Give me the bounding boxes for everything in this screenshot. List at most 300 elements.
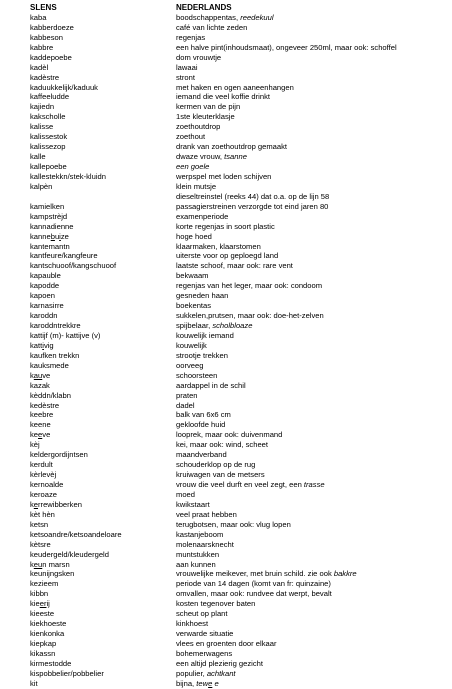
- glossary-row: [30, 202, 440, 212]
- dutch-translation: [176, 589, 440, 599]
- dialect-term-segment: kantschuoof/kangschuoof: [30, 261, 117, 271]
- dialect-term: [30, 271, 176, 281]
- dialect-term-segment: kedèstre: [30, 400, 60, 410]
- dutch-translation: [176, 172, 440, 182]
- dutch-translation: [176, 13, 440, 23]
- glossary-row: [30, 162, 440, 172]
- dialect-term: [30, 351, 176, 361]
- dutch-translation: [176, 550, 440, 560]
- glossary-row: [30, 500, 440, 510]
- dialect-term-segment: kadèstre: [30, 72, 60, 82]
- glossary-row: [30, 450, 440, 460]
- dutch-translation: [176, 659, 440, 669]
- dutch-translation-segment: bijna,: [176, 678, 197, 688]
- dutch-translation: [176, 142, 440, 152]
- glossary-row: [30, 351, 440, 361]
- dialect-term: [30, 589, 176, 599]
- dialect-term-segment: kantemantn: [30, 241, 70, 251]
- dialect-term: [30, 13, 176, 23]
- dialect-term-segment: k: [30, 499, 34, 509]
- dutch-translation-segment: aan kunnen: [176, 559, 216, 569]
- dialect-glossary: [30, 3, 440, 689]
- dialect-term: [30, 232, 176, 242]
- glossary-row: [30, 142, 440, 152]
- dutch-translation-segment: kastanjeboom: [176, 529, 224, 539]
- dialect-term: [30, 212, 176, 222]
- dialect-term-segment: kit: [30, 678, 38, 688]
- dutch-translation-segment: korte regenjas in soort plastic: [176, 221, 275, 231]
- dialect-term: [30, 540, 176, 550]
- dialect-term: [30, 73, 176, 83]
- dutch-translation: [176, 291, 440, 301]
- dutch-translation-segment: populier,: [176, 668, 207, 678]
- glossary-row: [30, 53, 440, 63]
- glossary-row: [30, 470, 440, 480]
- dutch-translation-segment: vrouwelijke meikever, met bruin schild. zie ook: [176, 569, 334, 579]
- dialect-term-segment: kabbre: [30, 42, 54, 52]
- dialect-term-segment: kazak: [30, 380, 50, 390]
- glossary-row: [30, 540, 440, 550]
- dutch-translation-segment: terugbotsen, maar ook: vlug lopen: [176, 519, 291, 529]
- dialect-term: [30, 500, 176, 510]
- dutch-translation: [176, 500, 440, 510]
- dialect-term-segment: kalissezop: [30, 142, 66, 152]
- dialect-term-segment: kèddn/klabn: [30, 390, 71, 400]
- dutch-translation-segment: een goele: [176, 162, 210, 171]
- glossary-row: [30, 391, 440, 401]
- dialect-term: [30, 311, 176, 321]
- glossary-row: [30, 440, 440, 450]
- dialect-term: [30, 490, 176, 500]
- dialect-term: [30, 639, 176, 649]
- glossary-row: [30, 679, 440, 689]
- glossary-row: [30, 281, 440, 291]
- dialect-term-segment: kieeste: [30, 609, 55, 619]
- dialect-term-segment: keene: [30, 420, 51, 430]
- glossary-row: [30, 83, 440, 93]
- dutch-translation-segment: molenaarsknecht: [176, 539, 234, 549]
- dialect-term-segment: kie: [30, 599, 40, 609]
- dutch-translation-segment: vrouw die veel durft en veel zegt, een: [176, 480, 304, 489]
- dutch-translation: [176, 460, 440, 470]
- dutch-translation: [176, 92, 440, 102]
- glossary-row: [30, 619, 440, 629]
- glossary-row: [30, 609, 440, 619]
- dutch-translation: [176, 301, 440, 311]
- dialect-term-segment: kauksmede: [30, 360, 69, 370]
- dutch-translation: [176, 261, 440, 271]
- glossary-row: [30, 550, 440, 560]
- dutch-translation-segment: zoethoutdrop: [176, 122, 221, 132]
- dutch-translation: [176, 619, 440, 629]
- dialect-term: [30, 669, 176, 679]
- dutch-translation: [176, 639, 440, 649]
- dutch-translation-segment: kei, maar ook: wind, scheet: [176, 440, 269, 450]
- dialect-term: [30, 480, 176, 490]
- dutch-translation-segment: scheut op plant: [176, 609, 228, 619]
- dutch-translation: [176, 490, 440, 500]
- dutch-translation-segment: spijbelaar,: [176, 321, 213, 330]
- dialect-term-segment: kapodde: [30, 281, 60, 291]
- glossary-row: [30, 291, 440, 301]
- dutch-translation: [176, 122, 440, 132]
- dutch-translation-segment: 1ste kleuterklasje: [176, 112, 235, 122]
- dutch-translation: [176, 43, 440, 53]
- dutch-translation-segment: bakkre: [333, 569, 357, 579]
- dialect-term-segment: er: [39, 599, 47, 609]
- glossary-row: [30, 331, 440, 341]
- dutch-translation-segment: achtkant: [206, 668, 236, 678]
- dutch-translation-segment: kosten tegenover baten: [176, 599, 256, 609]
- glossary-row: [30, 13, 440, 23]
- glossary-row: [30, 261, 440, 271]
- glossary-row: [30, 23, 440, 33]
- dialect-term-segment: kezieem: [30, 579, 59, 589]
- dialect-term: [30, 102, 176, 112]
- dialect-term: [30, 450, 176, 460]
- dialect-term-segment: k: [30, 370, 34, 380]
- dialect-term: [30, 420, 176, 430]
- dutch-translation: [176, 361, 440, 371]
- dialect-term: [30, 609, 176, 619]
- dialect-term: [30, 649, 176, 659]
- dutch-translation: [176, 560, 440, 570]
- dutch-translation: [176, 530, 440, 540]
- glossary-row: [30, 92, 440, 102]
- dutch-translation: [176, 83, 440, 93]
- glossary-row: [30, 73, 440, 83]
- dialect-term: [30, 202, 176, 212]
- glossary-row: [30, 420, 440, 430]
- dialect-term-segment: kallepoebe: [30, 162, 67, 171]
- dutch-translation-segment: dwaze vrouw,: [176, 152, 225, 162]
- dialect-term: [30, 331, 176, 341]
- dialect-term-segment: kanne: [30, 231, 51, 241]
- dialect-term: [30, 242, 176, 252]
- dutch-translation-segment: maandverband: [176, 450, 227, 460]
- dialect-term-segment: kapoen: [30, 291, 55, 301]
- dialect-term: [30, 341, 176, 351]
- dutch-translation-segment: zoethout: [176, 132, 206, 142]
- dutch-translation: [176, 162, 440, 172]
- glossary-row: [30, 371, 440, 381]
- glossary-row: [30, 182, 440, 192]
- dialect-term-segment: kantfeure/kangfeure: [30, 251, 98, 261]
- dialect-term-segment: i: [59, 231, 61, 241]
- dialect-term-segment: kiepkap: [30, 639, 57, 648]
- dialect-term: [30, 122, 176, 132]
- dutch-translation: [176, 391, 440, 401]
- dialect-term: [30, 401, 176, 411]
- dialect-term-segment: vig: [43, 340, 54, 350]
- glossary-row: [30, 520, 440, 530]
- dutch-translation-segment: looprek, maar ook: duivenmand: [176, 430, 283, 440]
- dutch-translation: [176, 102, 440, 112]
- dialect-term: [30, 152, 176, 162]
- dialect-term: [30, 530, 176, 540]
- dialect-term: [30, 182, 176, 192]
- dialect-term: [30, 430, 176, 440]
- dialect-term: [30, 251, 176, 261]
- dutch-translation: [176, 649, 440, 659]
- dialect-term: [30, 460, 176, 470]
- dutch-translation: [176, 112, 440, 122]
- dutch-translation: [176, 341, 440, 351]
- glossary-row: [30, 271, 440, 281]
- dutch-translation-segment: veel praat hebben: [176, 509, 237, 519]
- dialect-term-segment: ve: [42, 430, 51, 440]
- dutch-translation-segment: een halve pint(inhoudsmaat), ongeveer 250ml, maar ook: schoffel: [176, 42, 397, 52]
- glossary-row: [30, 589, 440, 599]
- glossary-row: [30, 490, 440, 500]
- glossary-row: [30, 659, 440, 669]
- dialect-term-segment: ze: [60, 231, 69, 241]
- dialect-term-segment: ketsoandre/ketsoandeloare: [30, 529, 122, 539]
- dutch-translation-segment: periode van 14 dagen (komt van fr: quinzaine): [176, 579, 331, 589]
- dutch-translation-segment: omvallen, maar ook: rundvee dat werpt, bevalt: [176, 589, 332, 599]
- dutch-translation-segment: uiterste voor op geploegd land: [176, 251, 279, 261]
- dialect-term: [30, 629, 176, 639]
- dialect-term: [30, 361, 176, 371]
- dialect-term-segment: karnasirre: [30, 301, 64, 311]
- dutch-translation-segment: moed: [176, 489, 195, 499]
- dialect-term-segment: katt: [30, 340, 43, 350]
- dutch-translation-segment: kwikstaart: [176, 499, 210, 509]
- dutch-translation-segment: iemand die veel koffie drinkt: [176, 92, 270, 102]
- dialect-term-segment: kaffeeludde: [30, 92, 70, 102]
- dutch-translation: [176, 669, 440, 679]
- dutch-translation: [176, 520, 440, 530]
- dutch-translation: [176, 63, 440, 73]
- glossary-row: [30, 242, 440, 252]
- dialect-term-segment: ketsn: [30, 519, 49, 529]
- dutch-translation-segment: praten: [176, 390, 198, 400]
- dutch-translation-segment: trasse: [303, 480, 325, 489]
- dialect-term: [30, 23, 176, 33]
- dutch-translation: [176, 629, 440, 639]
- dutch-translation-segment: schoorsteen: [176, 370, 218, 380]
- dutch-translation: [176, 599, 440, 609]
- dialect-term-segment: kadèl: [30, 62, 49, 72]
- dutch-translation-segment: werpspel met loden schijven: [176, 171, 272, 181]
- dutch-translation-segment: laatste schoof, maar ook: rare vent: [176, 261, 293, 271]
- dialect-term-segment: ke: [30, 430, 39, 440]
- dialect-term-segment: au: [33, 370, 43, 380]
- dutch-translation: [176, 450, 440, 460]
- glossary-row: [30, 669, 440, 679]
- dutch-translation-segment: bekwaam: [176, 271, 209, 281]
- dutch-translation: [176, 271, 440, 281]
- dutch-translation-segment: dieseltreinstel (reeks 44) dat o.a. op de lijn 58: [176, 191, 330, 201]
- dialect-term-segment: kaduukkelijk/kaduuk: [30, 82, 98, 92]
- dialect-term: [30, 440, 176, 450]
- dutch-translation: [176, 281, 440, 291]
- dutch-translation: [176, 192, 440, 202]
- dialect-term-segment: kallestekkn/stek-kluidn: [30, 171, 106, 181]
- glossary-row: [30, 480, 440, 490]
- dutch-translation-segment: examenperiode: [176, 211, 229, 221]
- glossary-row: [30, 579, 440, 589]
- dialect-term: [30, 599, 176, 609]
- dialect-term: [30, 679, 176, 689]
- dutch-translation-segment: klein mutsje: [176, 181, 217, 191]
- dialect-term-segment: kattijf (m)- kattijve (v): [30, 330, 101, 340]
- dialect-term: [30, 92, 176, 102]
- dialect-term-segment: u: [54, 231, 60, 241]
- dutch-translation-segment: sukkelen,prutsen, maar ook: doe-het-zelven: [176, 311, 324, 321]
- dutch-translation-segment: een altijd plezierig gezicht: [176, 658, 263, 668]
- dutch-translation-segment: bohemerwagens: [176, 648, 233, 658]
- dutch-translation-segment: kouwelijk iemand: [176, 330, 234, 340]
- dialect-term-segment: kaddepoebe: [30, 52, 72, 62]
- dutch-translation: [176, 33, 440, 43]
- dialect-term: [30, 132, 176, 142]
- dutch-translation-segment: kruiwagen van de metsers: [176, 470, 265, 480]
- dutch-translation-segment: e: [212, 678, 219, 688]
- glossary-row: [30, 361, 440, 371]
- dutch-translation: [176, 311, 440, 321]
- dutch-translation: [176, 202, 440, 212]
- dialect-term-segment: kapauble: [30, 271, 61, 281]
- dutch-translation-segment: gesneden haan: [176, 291, 229, 301]
- dutch-translation-segment: kermen van de pijn: [176, 102, 241, 112]
- dutch-translation-segment: vlees en groenten door elkaar: [176, 639, 277, 648]
- dialect-term-segment: kienkonka: [30, 629, 65, 639]
- dutch-translation: [176, 410, 440, 420]
- dutch-translation-segment: muntstukken: [176, 549, 220, 559]
- dialect-term: [30, 112, 176, 122]
- dialect-term-segment: kabberdoeze: [30, 22, 74, 32]
- dialect-term-segment: kispobbelier/pobbelier: [30, 668, 104, 678]
- dutch-translation-segment: boekentas: [176, 301, 212, 311]
- dialect-term-segment: eu: [33, 559, 43, 569]
- dialect-term-segment: keudergeld/kleudergeld: [30, 549, 109, 559]
- glossary-row: [30, 599, 440, 609]
- dutch-translation-segment: oorveeg: [176, 360, 204, 370]
- dialect-term-segment: kernoalde: [30, 480, 64, 489]
- dialect-term-segment: e: [38, 430, 43, 440]
- glossary-row: [30, 410, 440, 420]
- dialect-term-segment: kalle: [30, 152, 46, 162]
- dutch-translation: [176, 321, 440, 331]
- dialect-term: [30, 410, 176, 420]
- dutch-translation-segment: scholbloaze: [212, 321, 253, 330]
- glossary-row: [30, 232, 440, 242]
- glossary-row: [30, 301, 440, 311]
- dutch-translation-segment: met haken en ogen aaneenhangen: [176, 82, 294, 92]
- dialect-term: [30, 43, 176, 53]
- dutch-translation-segment: schouderklop op de rug: [176, 460, 256, 470]
- dutch-translation-segment: passagierstreinen verzorgde tot eind jaren 80: [176, 201, 329, 211]
- dialect-term-segment: keldergordijntsen: [30, 450, 88, 460]
- dialect-term: [30, 619, 176, 629]
- dialect-term: [30, 659, 176, 669]
- dialect-term-segment: kamielken: [30, 201, 65, 211]
- dutch-translation: [176, 242, 440, 252]
- dialect-term: [30, 470, 176, 480]
- glossary-row: [30, 192, 440, 202]
- dutch-translation: [176, 182, 440, 192]
- dialect-term-segment: kèj: [30, 440, 40, 450]
- glossary-row: [30, 569, 440, 579]
- glossary-row: [30, 560, 440, 570]
- glossary-row: [30, 33, 440, 43]
- dutch-translation: [176, 401, 440, 411]
- glossary-row: [30, 510, 440, 520]
- dutch-translation: [176, 430, 440, 440]
- dutch-translation-segment: strootje trekken: [176, 350, 228, 360]
- glossary-row: [30, 381, 440, 391]
- glossary-row: [30, 172, 440, 182]
- dutch-translation: [176, 381, 440, 391]
- glossary-header: [30, 3, 440, 13]
- dutch-translation: [176, 679, 440, 689]
- dutch-translation: [176, 23, 440, 33]
- dutch-translation: [176, 152, 440, 162]
- glossary-row: [30, 629, 440, 639]
- dutch-translation-segment: lawaai: [176, 62, 198, 72]
- dutch-translation: [176, 470, 440, 480]
- glossary-row: [30, 222, 440, 232]
- dialect-term: [30, 579, 176, 589]
- dialect-term-segment: kabbeson: [30, 32, 63, 42]
- dialect-term: [30, 560, 176, 570]
- dialect-term: [30, 83, 176, 93]
- glossary-row: [30, 212, 440, 222]
- dialect-term-segment: kajiedn: [30, 102, 55, 112]
- dutch-translation: [176, 540, 440, 550]
- dialect-term-segment: keroaze: [30, 489, 58, 499]
- dialect-term-segment: rrewibberken: [38, 499, 82, 509]
- glossary-row: [30, 311, 440, 321]
- dialect-term: [30, 550, 176, 560]
- dialect-term: [30, 520, 176, 530]
- dialect-term: [30, 63, 176, 73]
- dutch-translation: [176, 579, 440, 589]
- glossary-row: [30, 530, 440, 540]
- dutch-translation-segment: kinkhoest: [176, 619, 209, 629]
- dialect-term: [30, 162, 176, 172]
- dialect-term-segment: e: [33, 499, 39, 509]
- dialect-term: [30, 391, 176, 401]
- glossary-row: [30, 63, 440, 73]
- glossary-row: [30, 321, 440, 331]
- dutch-translation-segment: stront: [176, 72, 195, 82]
- dutch-translation: [176, 212, 440, 222]
- dialect-term-segment: kèt hèn: [30, 509, 55, 519]
- dialect-term-segment: kèrlevèj: [30, 470, 57, 480]
- glossary-row: [30, 112, 440, 122]
- dialect-term-segment: kannadienne: [30, 221, 74, 231]
- dialect-term: [30, 192, 176, 202]
- dialect-term-segment: keebre: [30, 410, 54, 420]
- glossary-row: [30, 649, 440, 659]
- dialect-term-segment: kètsre: [30, 539, 51, 549]
- dutch-translation-segment: reedekuul: [240, 12, 274, 22]
- dialect-term-segment: kaufken trekkn: [30, 350, 80, 360]
- dutch-translation-segment: verwarde situatie: [176, 629, 234, 639]
- dutch-translation-segment: e: [208, 678, 213, 688]
- glossary-row: [30, 152, 440, 162]
- dutch-translation-segment: regenjas van het leger, maar ook: condoom: [176, 281, 323, 291]
- dialect-term: [30, 53, 176, 63]
- dialect-term: [30, 33, 176, 43]
- glossary-row: [30, 341, 440, 351]
- dutch-translation: [176, 53, 440, 63]
- dutch-translation-segment: dadel: [176, 400, 195, 410]
- dutch-translation-segment: dom vrouwtje: [176, 52, 222, 62]
- dialect-term: [30, 371, 176, 381]
